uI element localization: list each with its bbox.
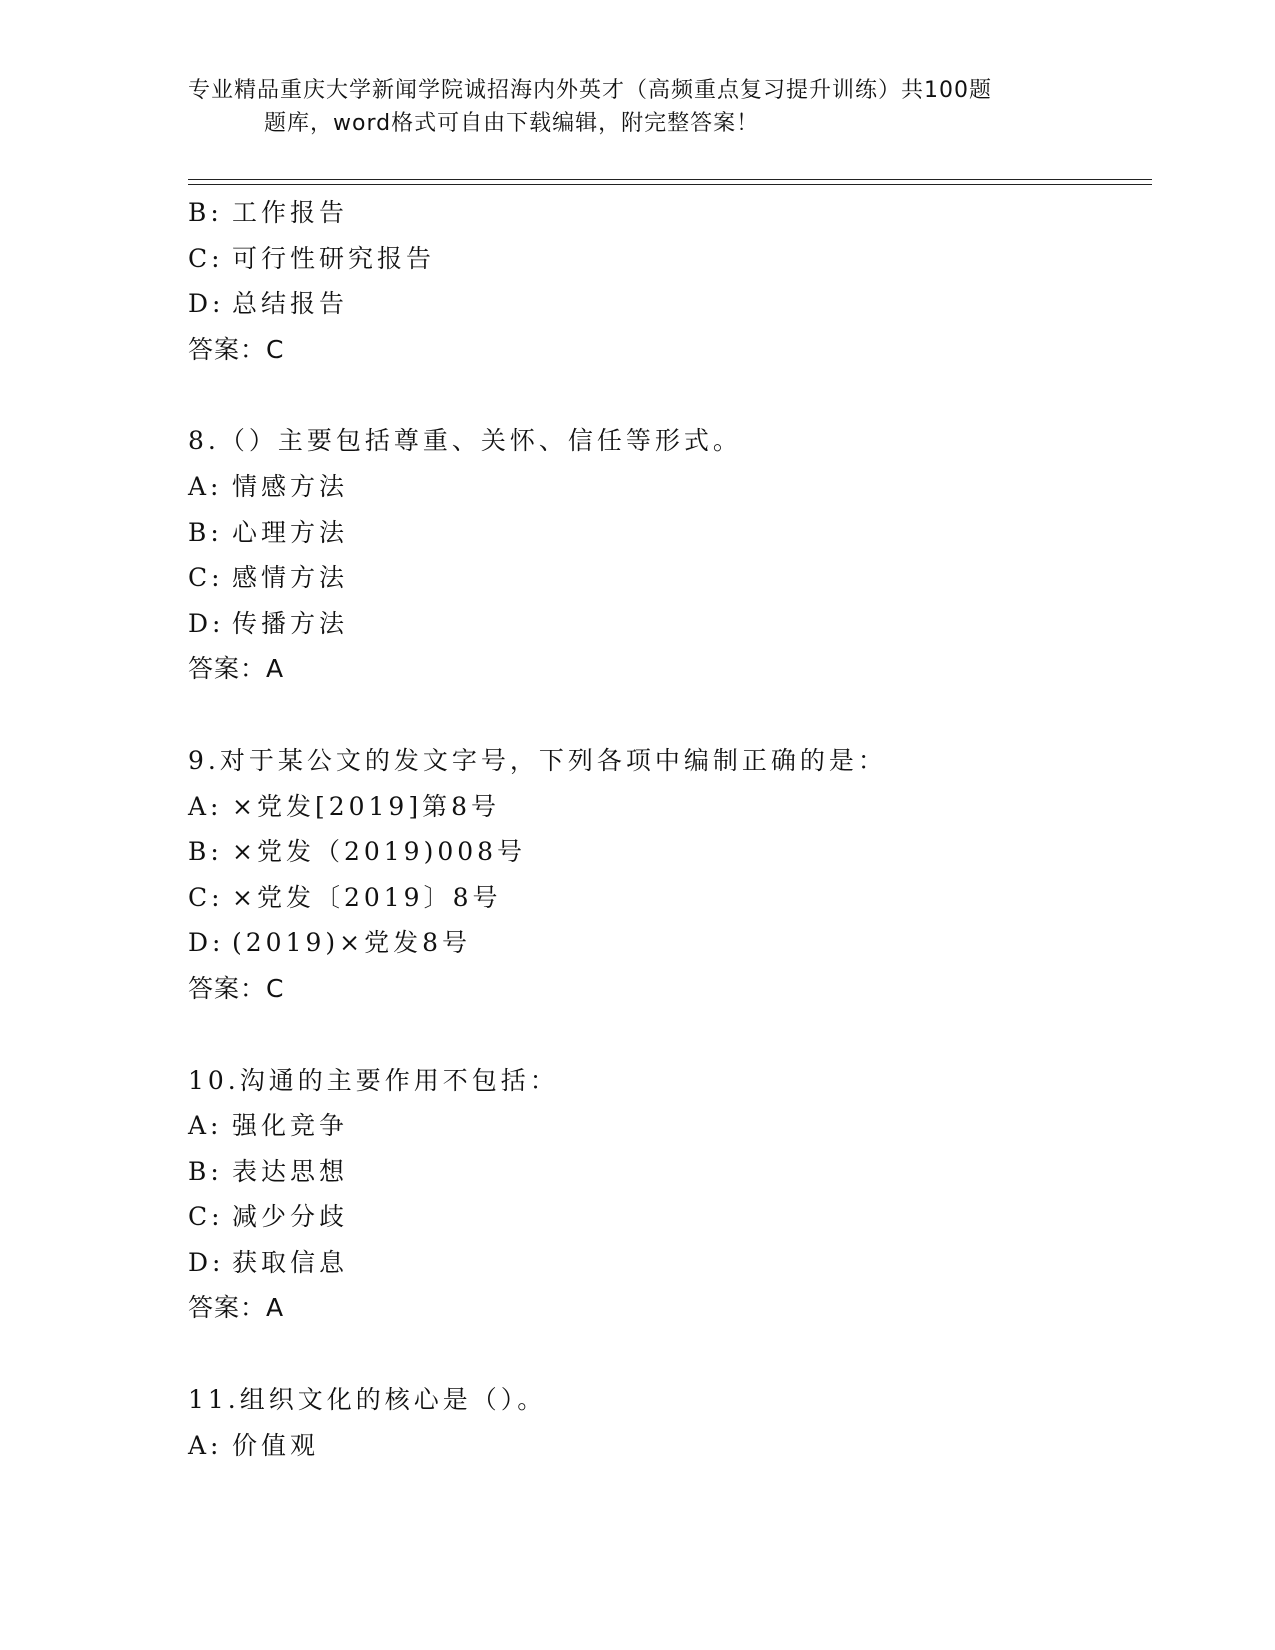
option-label: B: <box>188 517 223 547</box>
document-header <box>188 74 1088 140</box>
option-row <box>188 1240 1148 1286</box>
header-rule-top <box>188 179 1152 180</box>
option-label: B: <box>188 837 223 867</box>
answer-line: 答案：A <box>188 654 285 684</box>
question-block <box>188 1058 1148 1332</box>
answer-line: 答案：C <box>188 973 285 1003</box>
option-text: 表达思想 <box>232 1156 349 1186</box>
option-row <box>188 236 1148 282</box>
option-text: 获取信息 <box>232 1247 349 1277</box>
option-row <box>188 1149 1148 1195</box>
question-text: 8.（）主要包括尊重、关怀、信任等形式。 <box>188 426 742 456</box>
answer-line: 答案：C <box>188 334 285 364</box>
option-label: D: <box>188 1247 225 1277</box>
option-row <box>188 190 1148 236</box>
block-spacer <box>188 1331 1148 1377</box>
option-row <box>188 1194 1148 1240</box>
option-text: 价值观 <box>232 1430 320 1460</box>
option-row <box>188 875 1148 921</box>
question-text: 11.组织文化的核心是（）。 <box>188 1385 547 1415</box>
header-title-line1: 专业精品重庆大学新闻学院诚招海内外英才（高频重点复习提升训练）共100题 <box>188 78 992 103</box>
option-label: C: <box>188 882 224 912</box>
option-row <box>188 555 1148 601</box>
option-label: C: <box>188 243 224 273</box>
option-text: 可行性研究报告 <box>232 243 436 273</box>
question-text: 10.沟通的主要作用不包括： <box>188 1065 559 1095</box>
option-label: A: <box>188 1111 223 1141</box>
option-row <box>188 829 1148 875</box>
option-row <box>188 281 1148 327</box>
option-row <box>188 784 1148 830</box>
option-text: 情感方法 <box>232 471 349 501</box>
option-text: ×党发（2019)008号 <box>232 837 527 867</box>
option-label: D: <box>188 928 225 958</box>
question-list <box>188 190 1148 1468</box>
option-text: ×党发[2019]第8号 <box>232 791 500 821</box>
question-block <box>188 190 1148 372</box>
option-row <box>188 510 1148 556</box>
option-text: (2019)×党发8号 <box>232 928 471 958</box>
question-block <box>188 1377 1148 1468</box>
option-text: 总结报告 <box>232 289 349 319</box>
question-text: 9.对于某公文的发文字号，下列各项中编制正确的是： <box>188 745 887 775</box>
option-label: A: <box>188 471 223 501</box>
option-row <box>188 1103 1148 1149</box>
option-label: B: <box>188 198 223 227</box>
block-spacer <box>188 692 1148 738</box>
option-text: 工作报告 <box>232 198 349 227</box>
option-label: D: <box>188 289 225 319</box>
option-text: 心理方法 <box>232 517 349 547</box>
header-rule-bottom <box>188 184 1152 185</box>
option-label: C: <box>188 563 224 593</box>
question-block <box>188 738 1148 1012</box>
option-text: 传播方法 <box>232 608 349 638</box>
option-row <box>188 920 1148 966</box>
option-row <box>188 601 1148 647</box>
block-spacer <box>188 1012 1148 1058</box>
answer-line: 答案：A <box>188 1293 285 1323</box>
option-label: D: <box>188 608 225 638</box>
block-spacer <box>188 372 1148 418</box>
option-label: B: <box>188 1156 223 1186</box>
option-text: 减少分歧 <box>232 1202 349 1232</box>
option-text: 感情方法 <box>232 563 349 593</box>
option-text: ×党发〔2019〕8号 <box>232 882 502 912</box>
option-label: C: <box>188 1202 224 1232</box>
header-title-line2: 题库，word格式可自由下载编辑，附完整答案！ <box>264 111 760 136</box>
option-label: A: <box>188 791 223 821</box>
option-text: 强化竞争 <box>232 1111 349 1141</box>
option-label: A: <box>188 1430 223 1460</box>
option-row <box>188 1423 1148 1469</box>
option-row <box>188 464 1148 510</box>
question-block <box>188 418 1148 692</box>
